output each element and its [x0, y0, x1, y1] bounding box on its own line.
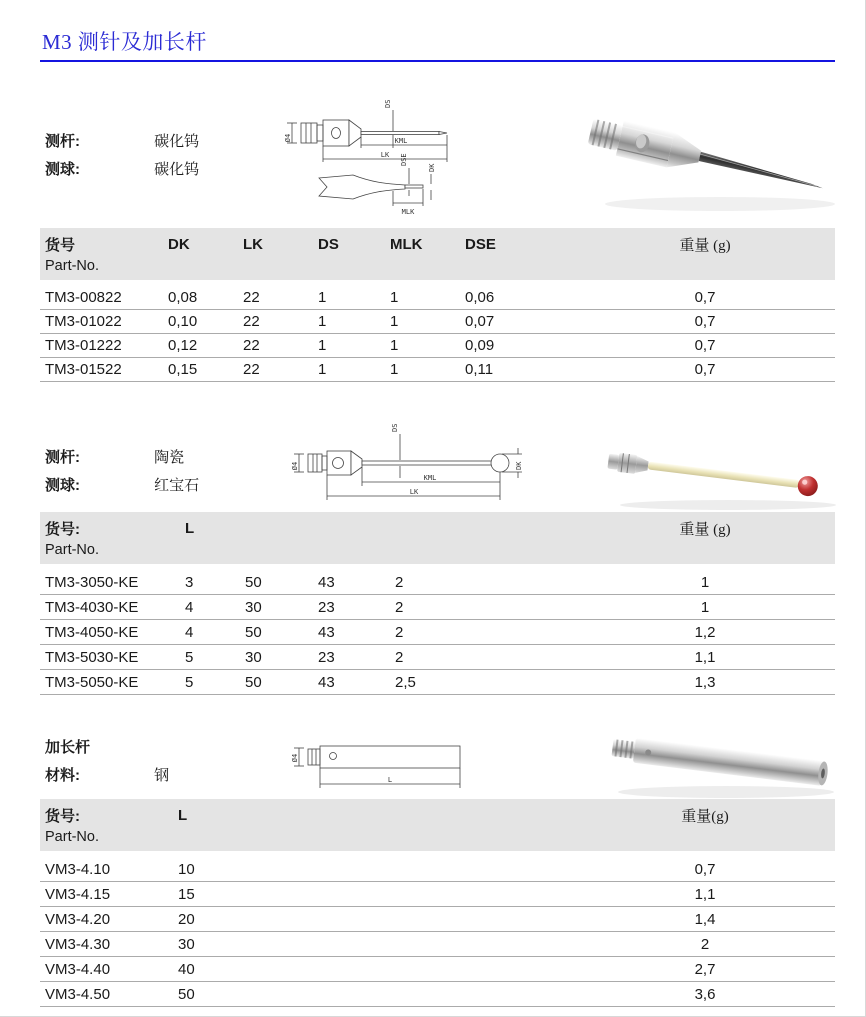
photo-shadow: [605, 197, 835, 211]
part-no-cell: VM3-4.10: [45, 860, 111, 878]
value-cell: 1: [390, 361, 399, 378]
weight-cell: 2,7: [694, 960, 716, 978]
part-no-cell: TM3-00822: [45, 289, 122, 306]
col-header-part: 货号: [45, 236, 76, 254]
part-no-cell: VM3-4.15: [45, 885, 111, 903]
table-body: [40, 570, 835, 695]
col-header-part-sub: Part-No.: [45, 258, 99, 274]
table-row: [40, 932, 835, 957]
dim-label-l: L: [387, 776, 393, 784]
col-header-part: 货号:: [45, 807, 80, 825]
col-header-part: 货号:: [45, 520, 80, 538]
dim-label-ds: DS: [391, 423, 399, 432]
weight-cell: 0,7: [694, 289, 716, 306]
spec-value: 红宝石: [154, 477, 200, 494]
dim-label-lk: LK: [409, 488, 419, 496]
value-cell: 40: [178, 960, 195, 978]
col-header-l: L: [178, 806, 188, 824]
weight-cell: 1: [700, 598, 710, 616]
col-header-part-sub: Part-No.: [45, 829, 99, 845]
value-cell: 0,11: [465, 361, 494, 378]
value-cell: 0,12: [168, 337, 198, 354]
table-row: [40, 286, 835, 310]
col-header-part-sub: Part-No.: [45, 542, 99, 558]
spec-value: 钢: [154, 767, 170, 784]
weight-cell: 1,2: [694, 623, 716, 641]
part-no-cell: TM3-01022: [45, 313, 122, 330]
dim-label-kml: KML: [423, 474, 437, 482]
value-cell: 1: [390, 289, 399, 306]
table-row: [40, 620, 835, 645]
dim-label-dia: Ø4: [284, 133, 292, 143]
value-cell: 5: [185, 673, 194, 691]
part-no-cell: TM3-5030-KE: [45, 648, 139, 666]
value-cell: 4: [185, 623, 194, 641]
table-row: [40, 570, 835, 595]
extension-table: [40, 799, 835, 1007]
spec-value: 碳化钨: [154, 161, 200, 178]
value-cell: 1: [390, 337, 399, 354]
ceramic-specs: [45, 444, 199, 500]
col-header-dk: DK: [168, 235, 190, 253]
spec-row: [45, 762, 169, 790]
extension-specs: [45, 734, 169, 790]
weight-cell: 0,7: [694, 361, 716, 378]
value-cell: 2: [395, 623, 404, 641]
part-no-cell: TM3-4030-KE: [45, 598, 139, 616]
value-cell: 0,06: [465, 289, 495, 306]
col-header-weight: 重量 (g): [679, 237, 731, 254]
ball-stylus-drawing: [290, 418, 535, 518]
table-header: [40, 799, 835, 851]
weight-cell: 3,6: [694, 985, 716, 1003]
spec-label: 材料:: [45, 767, 80, 784]
value-cell: 2: [395, 648, 404, 666]
weight-cell: 1,4: [694, 910, 716, 928]
dim-label-ds: DS: [384, 99, 392, 108]
dim-label-dia: Ø4: [291, 461, 299, 471]
table-row: [40, 882, 835, 907]
table-header: [40, 512, 835, 564]
weight-cell: 1,1: [694, 885, 716, 903]
value-cell: 30: [245, 598, 262, 616]
spec-value: 陶瓷: [154, 449, 185, 466]
value-cell: 0,15: [168, 361, 198, 378]
value-cell: 0,09: [465, 337, 495, 354]
value-cell: 43: [318, 673, 335, 691]
part-no-cell: TM3-01522: [45, 361, 122, 378]
value-cell: 2: [395, 573, 404, 591]
value-cell: 22: [243, 361, 260, 378]
table-row: [40, 982, 835, 1007]
spec-row: [45, 156, 199, 184]
dim-label-dk: DK: [428, 163, 436, 172]
ceramic-table: [40, 512, 835, 695]
value-cell: 1: [318, 313, 327, 330]
value-cell: 50: [178, 985, 195, 1003]
value-cell: 0,08: [168, 289, 198, 306]
carbide-stylus-photo: [575, 92, 860, 227]
spec-row: [45, 472, 199, 500]
part-no-cell: VM3-4.30: [45, 935, 111, 953]
spec-value: 碳化钨: [154, 133, 200, 150]
photo-shadow: [618, 786, 834, 798]
col-header-ds: DS: [318, 235, 339, 253]
value-cell: 30: [178, 935, 195, 953]
dim-label-dia: Ø4: [291, 753, 299, 763]
value-cell: 1: [318, 337, 327, 354]
dim-label-mlk: MLK: [401, 208, 415, 216]
spec-label: 测杆:: [45, 133, 80, 150]
value-cell: 2: [395, 598, 404, 616]
table-row: [40, 957, 835, 982]
value-cell: 23: [318, 598, 335, 616]
table-row: [40, 645, 835, 670]
weight-cell: 2: [700, 935, 710, 953]
value-cell: 20: [178, 910, 195, 928]
ruby-stylus-photo: [598, 425, 860, 525]
table-header: [40, 228, 835, 280]
part-no-cell: TM3-01222: [45, 337, 122, 354]
table-row: [40, 595, 835, 620]
photo-shadow: [620, 500, 836, 510]
value-cell: 50: [245, 623, 262, 641]
value-cell: 15: [178, 885, 195, 903]
carbide-table: [40, 228, 835, 382]
value-cell: 23: [318, 648, 335, 666]
dim-label-dse: DSE: [400, 153, 408, 166]
extension-rod-drawing: [290, 722, 510, 802]
part-no-cell: TM3-4050-KE: [45, 623, 139, 641]
value-cell: 50: [245, 673, 262, 691]
table-body: [40, 857, 835, 1007]
col-header-lk: LK: [243, 235, 263, 253]
table-row: [40, 857, 835, 882]
part-no-cell: VM3-4.50: [45, 985, 111, 1003]
value-cell: 1: [318, 289, 327, 306]
value-cell: 50: [245, 573, 262, 591]
value-cell: 22: [243, 337, 260, 354]
value-cell: 43: [318, 623, 335, 641]
spec-row: [45, 128, 199, 156]
part-no-cell: VM3-4.40: [45, 960, 111, 978]
page-title: M3 测针及加长杆: [42, 30, 207, 54]
col-header-l: L: [185, 519, 195, 537]
table-row: [40, 907, 835, 932]
spec-label: 测杆:: [45, 449, 80, 466]
col-header-weight: 重量 (g): [679, 521, 731, 538]
spec-label: 加长杆: [45, 739, 91, 756]
spec-row: [45, 444, 199, 472]
spec-label: 测球:: [45, 161, 80, 178]
spec-label: 测球:: [45, 477, 80, 494]
table-body: [40, 286, 835, 382]
value-cell: 5: [185, 648, 194, 666]
value-cell: 3: [185, 573, 194, 591]
weight-cell: 0,7: [694, 337, 716, 354]
weight-cell: 0,7: [694, 313, 716, 330]
value-cell: 30: [245, 648, 262, 666]
part-no-cell: TM3-5050-KE: [45, 673, 139, 691]
carbide-stylus-drawing: [281, 92, 506, 222]
value-cell: 22: [243, 289, 260, 306]
value-cell: 1: [390, 313, 399, 330]
value-cell: 10: [178, 860, 195, 878]
value-cell: 0,10: [168, 313, 198, 330]
value-cell: 22: [243, 313, 260, 330]
col-header-weight: 重量(g): [681, 808, 729, 825]
value-cell: 4: [185, 598, 194, 616]
table-row: [40, 310, 835, 334]
value-cell: 1: [318, 361, 327, 378]
dim-label-dk: DK: [515, 461, 523, 470]
col-header-dse: DSE: [465, 235, 496, 253]
weight-cell: 1,1: [694, 648, 716, 666]
carbide-specs: [45, 128, 199, 184]
dim-label-lk: LK: [380, 151, 390, 159]
weight-cell: 1,3: [694, 673, 716, 691]
extension-rod-photo: [598, 708, 860, 813]
part-no-cell: VM3-4.20: [45, 910, 111, 928]
value-cell: 2,5: [395, 673, 416, 691]
value-cell: 0,07: [465, 313, 495, 330]
table-row: [40, 334, 835, 358]
weight-cell: 0,7: [694, 860, 716, 878]
spec-row: [45, 734, 169, 762]
dim-label-kml: KML: [394, 137, 408, 145]
col-header-mlk: MLK: [390, 235, 423, 253]
table-row: [40, 358, 835, 382]
value-cell: 43: [318, 573, 335, 591]
weight-cell: 1: [700, 573, 710, 591]
part-no-cell: TM3-3050-KE: [45, 573, 139, 591]
table-row: [40, 670, 835, 695]
title-underline: [40, 60, 835, 62]
